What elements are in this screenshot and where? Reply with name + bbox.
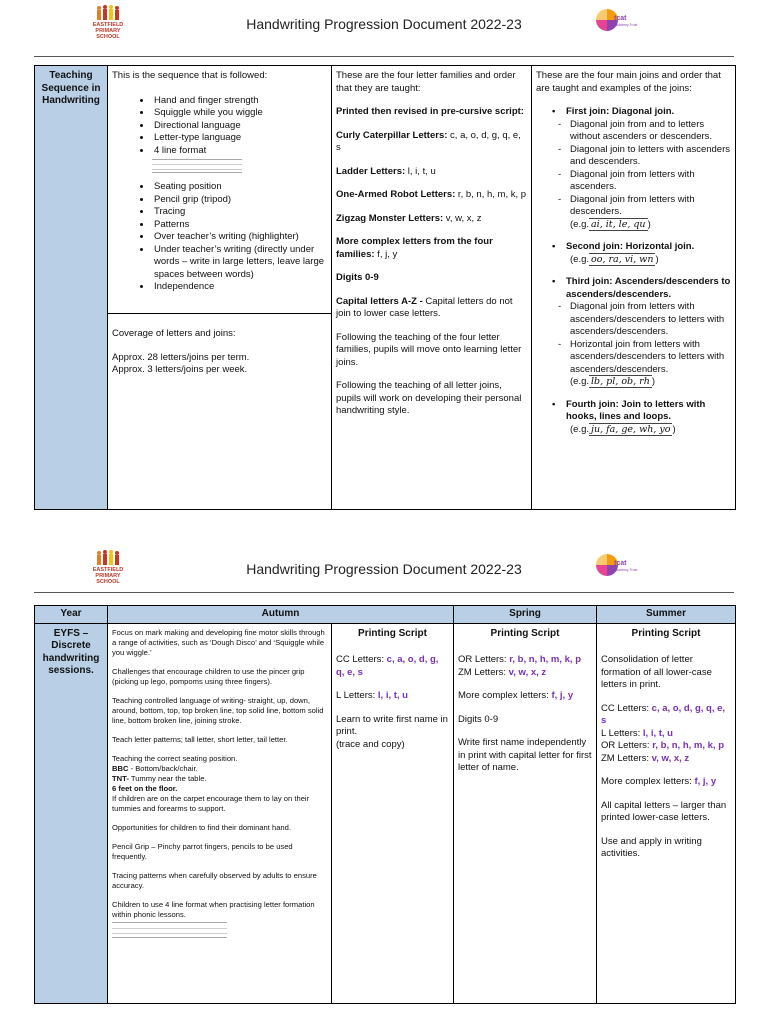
year-label: EYFS – Discrete handwriting sessions. bbox=[35, 623, 108, 1003]
family-item: One-Armed Robot Letters: r, b, n, h, m, k, p bbox=[336, 189, 527, 200]
join2-title: • Second join: Horizontal join. bbox=[566, 241, 731, 254]
autumn-note: Teach letter patterns; tall letter, short letter, tail letter. bbox=[112, 734, 288, 744]
zm-letters: ZM Letters: v, w, x, z bbox=[458, 666, 547, 678]
list-item: • Hand and finger strength bbox=[152, 95, 327, 108]
cc-letters: CC Letters: c, a, o, d, g, q, e, s bbox=[336, 654, 439, 678]
pencil-grip-note: Pencil Grip – Pinchy parrot fingers, pencils to be used frequently. bbox=[112, 841, 293, 861]
l-letters: L Letters: l, i, t, u bbox=[601, 727, 673, 739]
page-title: Handwriting Progression Document 2022-23 bbox=[246, 16, 522, 32]
list-item: • Independence bbox=[152, 281, 327, 294]
school-name: EASTFIELD PRIMARY SCHOOL bbox=[92, 567, 124, 585]
list-item: • Directional language bbox=[152, 120, 327, 133]
summer-cell bbox=[597, 623, 736, 1003]
feet-note: 6 feet on the floor. bbox=[112, 783, 178, 793]
join4-title: • Fourth join: Join to letters with hooks, lines and loops. bbox=[566, 399, 731, 424]
joins-intro: These are the four main joins and order that are taught and examples of the joins: bbox=[536, 70, 721, 94]
l-letters: L Letters: l, i, t, u bbox=[336, 690, 408, 701]
column-header-summer: Summer bbox=[597, 606, 736, 624]
or-letters: OR Letters: r, b, n, h, m, k, p bbox=[458, 654, 582, 665]
coverage-term: Approx. 28 letters/joins per term. bbox=[112, 351, 250, 363]
list-item: • 4 line format bbox=[152, 145, 327, 158]
letter-families-cell bbox=[332, 66, 532, 510]
complex-letters: More complex letters: f, j, y bbox=[601, 776, 717, 787]
page-header bbox=[0, 5, 768, 45]
list-item: • Under teacher’s writing (directly under words – write in large letters, leave large spaces between words) bbox=[152, 244, 327, 282]
printing-script-heading: Printing Script bbox=[358, 627, 427, 639]
header-divider bbox=[34, 592, 734, 593]
apply-note: Use and apply in writing activities. bbox=[601, 835, 702, 859]
bbc-note: BBC - Bottom/back/chair. bbox=[112, 763, 198, 773]
dominant-hand-note: Opportunities for children to find their dominant hand. bbox=[112, 822, 291, 832]
sequence-intro: This is the sequence that is followed: bbox=[112, 70, 268, 81]
list-item: • Tracing bbox=[152, 206, 327, 219]
join-item: - Diagonal join from letters with descenders. bbox=[570, 194, 731, 219]
seating-intro: Teaching the correct seating position. bbox=[112, 753, 238, 763]
list-item: • Over teacher’s writing (highlighter) bbox=[152, 231, 327, 244]
complex-letters: More complex letters: f, j, y bbox=[458, 690, 574, 701]
zm-letters: ZM Letters: v, w, x, z bbox=[601, 752, 690, 764]
join2-example: (e.g. oo, ra, vi, wn ) bbox=[570, 253, 659, 265]
digits-label: Digits 0-9 bbox=[336, 272, 379, 283]
join3-title: • Third join: Ascenders/descenders to ascenders/descenders. bbox=[566, 276, 731, 301]
school-name: EASTFIELD PRIMARY SCHOOL bbox=[92, 22, 124, 40]
join-item: - Diagonal join from letters with ascenders. bbox=[570, 169, 731, 194]
spring-cell bbox=[454, 623, 597, 1003]
or-letters: OR Letters: r, b, n, h, m, k, p bbox=[601, 740, 725, 751]
list-item: • Squiggle while you wiggle bbox=[152, 107, 327, 120]
joins-cell bbox=[532, 66, 736, 510]
four-line-sample bbox=[152, 159, 242, 173]
column-header-year: Year bbox=[35, 606, 108, 624]
autumn-note: Challenges that encourage children to use the pincer grip (picking up lego, pompoms using three fingers). bbox=[112, 666, 305, 686]
printing-script-heading: Printing Script bbox=[631, 627, 701, 639]
column-header-autumn: Autumn bbox=[108, 606, 454, 624]
trust-logo bbox=[594, 7, 664, 33]
first-name-note: Write first name independently in print with capital letter for first letter of name. bbox=[458, 737, 592, 773]
sequence-cell bbox=[108, 66, 332, 314]
section-label: Teaching Sequence in Handwriting bbox=[35, 66, 108, 510]
capitals-note: All capital letters – larger than printed lower-case letters. bbox=[601, 799, 727, 823]
autumn-printing-cell bbox=[332, 623, 454, 1003]
list-item: • Pencil grip (tripod) bbox=[152, 194, 327, 207]
trace-copy-note: (trace and copy) bbox=[336, 738, 405, 750]
join-item: - Diagonal join from letters with ascenders/descenders to letters with ascenders/descenders. bbox=[570, 301, 731, 339]
eyfs-table bbox=[34, 605, 736, 1004]
four-line-sample bbox=[112, 922, 227, 938]
join4-example: (e.g. ju, fa, ge, wh, yo ) bbox=[570, 423, 676, 435]
printed-note: Printed then revised in pre-cursive script: bbox=[336, 106, 524, 117]
list-item: • Letter-type language bbox=[152, 132, 327, 145]
family-item: More complex letters from the four families: f, j, y bbox=[336, 236, 493, 260]
sequence-list-a bbox=[140, 95, 327, 158]
after-joins-note: Following the teaching of all letter joins, pupils will work on developing their personal handwriting style. bbox=[336, 380, 522, 416]
digits-note: Digits 0-9 bbox=[458, 713, 499, 725]
carpet-note: If children are on the carpet encourage them to lay on their tummies and forearms to support. bbox=[112, 793, 310, 813]
coverage-title: Coverage of letters and joins: bbox=[112, 328, 236, 339]
capitals-note: Capital letters A-Z - Capital letters do not join to lower case letters. bbox=[336, 295, 513, 319]
join-item: - Diagonal join to letters with ascenders and descenders. bbox=[570, 144, 731, 169]
header-divider bbox=[34, 56, 734, 57]
first-name-note: Learn to write first name in print. bbox=[336, 713, 448, 737]
family-item: Curly Caterpillar Letters: c, a, o, d, g, q, e, s bbox=[336, 129, 521, 153]
families-intro: These are the four letter families and order that they are taught: bbox=[336, 70, 516, 94]
consolidation-note: Consolidation of letter formation of all lower-case letters in print. bbox=[601, 654, 712, 690]
column-header-spring: Spring bbox=[454, 606, 597, 624]
trust-logo bbox=[594, 552, 664, 578]
autumn-note: Teaching controlled language of writing- straight, up, down, around, bottom, top, top broken line, top solid line, bottom solid line, bottom broken line, joining stroke. bbox=[112, 695, 324, 725]
join-item: - Diagonal join from and to letters without ascenders or descenders. bbox=[570, 119, 731, 144]
family-item: Zigzag Monster Letters: v, w, x, z bbox=[336, 212, 482, 224]
autumn-notes-cell bbox=[108, 623, 332, 1003]
family-item: Ladder Letters: l, i, t, u bbox=[336, 165, 436, 177]
tnt-note: TNT- Tummy near the table. bbox=[112, 773, 207, 783]
after-families-note: Following the teaching of the four letter families, pupils will move onto learning letter joins. bbox=[336, 331, 522, 368]
page-title: Handwriting Progression Document 2022-23 bbox=[246, 561, 522, 577]
trust-logo-subtext: Academy Trust bbox=[614, 23, 638, 27]
join-item: - Horizontal join from letters with ascenders/descenders to letters with ascenders/descenders. bbox=[570, 339, 731, 377]
join1-example: (e.g. ai, it, le, qu ) bbox=[570, 218, 651, 230]
coverage-week: Approx. 3 letters/joins per week. bbox=[112, 364, 248, 375]
trust-logo-text: tcat bbox=[614, 560, 627, 567]
printing-script-heading: Printing Script bbox=[490, 627, 560, 639]
list-item: • Seating position bbox=[152, 181, 327, 194]
teaching-sequence-table bbox=[34, 65, 736, 510]
autumn-note: Focus on mark making and developing fine motor skills through a range of activities, such as ‘Dough Disco’ and ‘Squiggle while you wiggle.’ bbox=[112, 627, 325, 657]
page-header bbox=[0, 550, 768, 590]
list-item: • Patterns bbox=[152, 219, 327, 232]
sequence-list-b bbox=[140, 181, 327, 294]
cc-letters: CC Letters: c, a, o, d, g, q, e, s bbox=[601, 702, 726, 726]
coverage-cell bbox=[108, 314, 332, 510]
join1-title: • First join: Diagonal join. bbox=[566, 106, 731, 119]
four-line-note: Children to use 4 line format when practising letter formation within phonic lessons. bbox=[112, 899, 315, 919]
join3-example: (e.g. lb, pl, ob, rh ) bbox=[570, 376, 656, 387]
tracing-note: Tracing patterns when carefully observed by adults to ensure accuracy. bbox=[112, 870, 317, 890]
trust-logo-text: tcat bbox=[614, 15, 627, 22]
trust-logo-subtext: Academy Trust bbox=[614, 568, 638, 572]
